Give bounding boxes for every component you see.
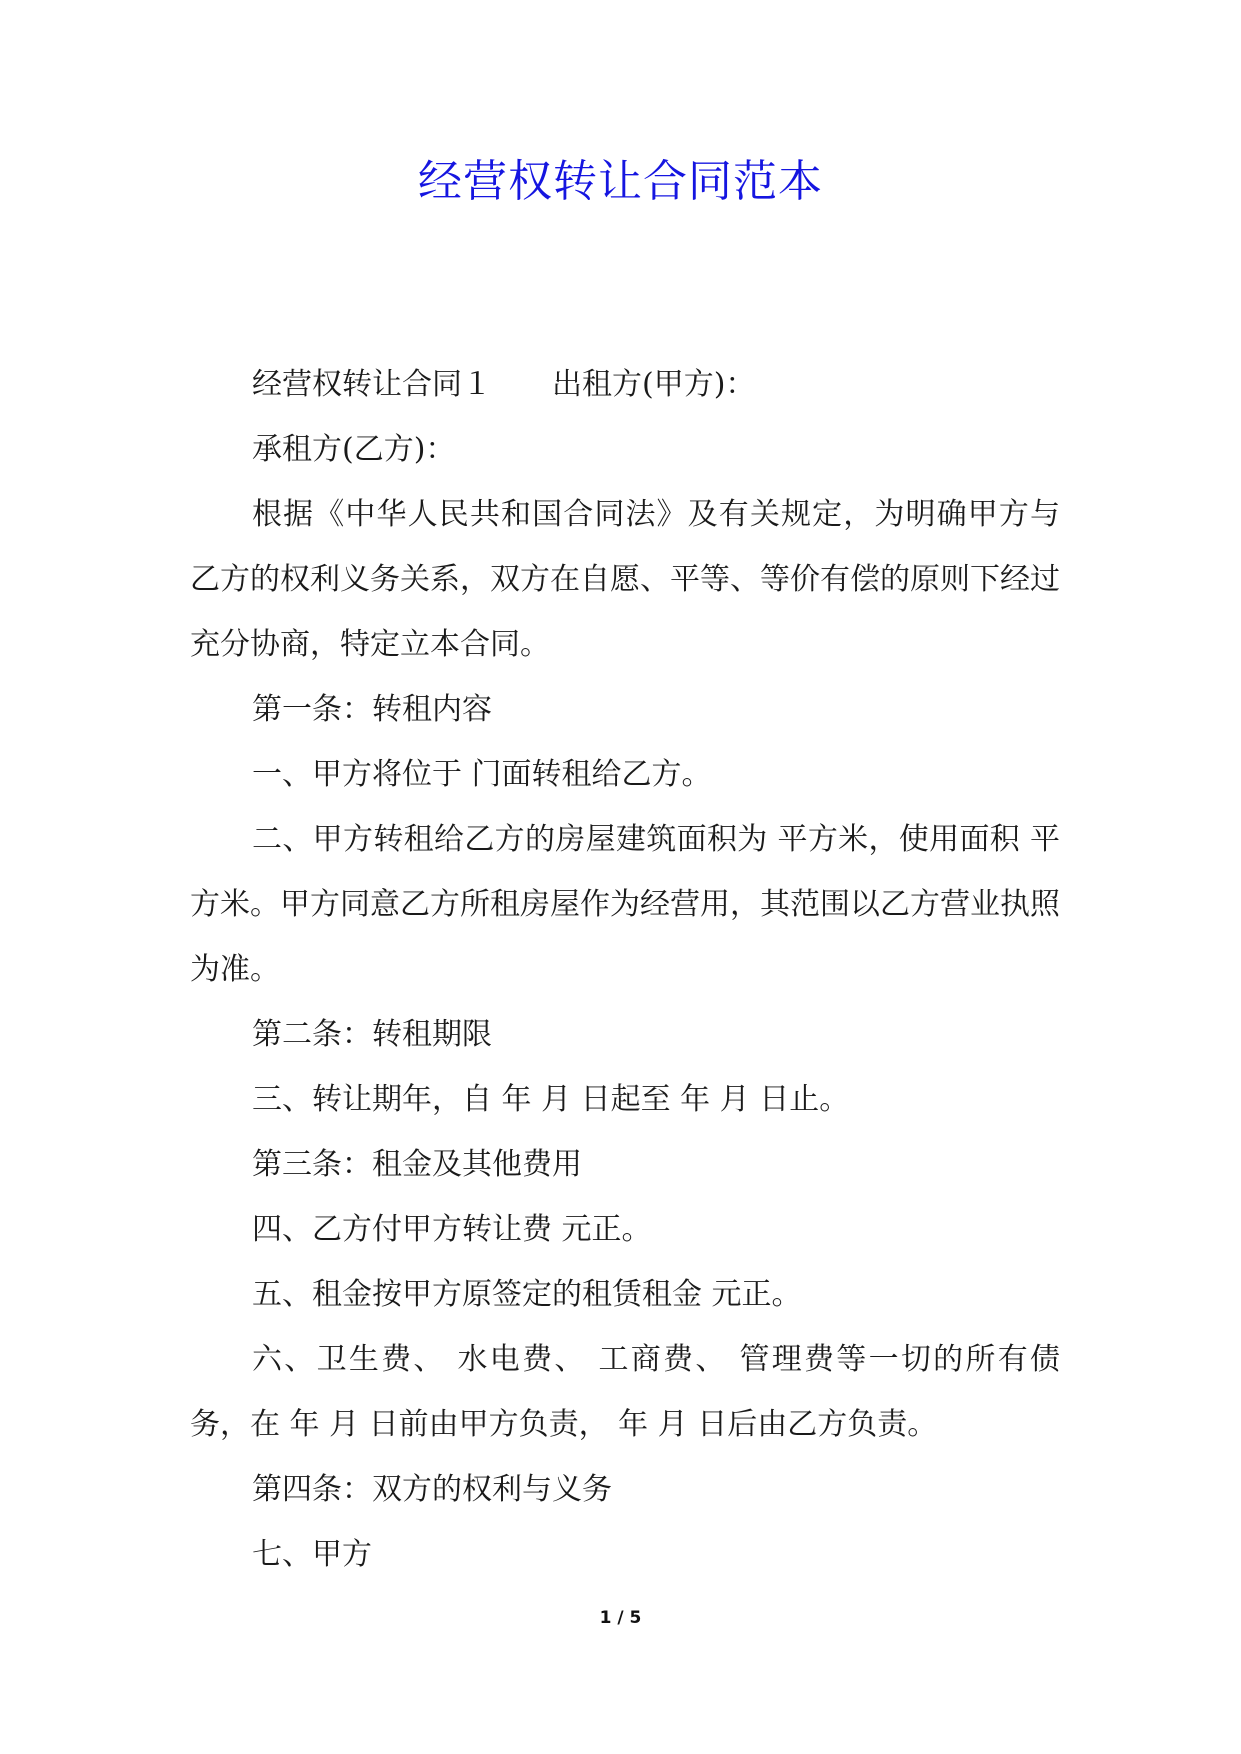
paragraph: 五、租金按甲方原签定的租赁租金 元正。	[252, 1277, 802, 1312]
document-body	[190, 352, 1060, 1587]
article-heading: 第二条：转租期限	[252, 1017, 492, 1052]
contract-header-line	[190, 352, 1060, 417]
document-title: 经营权转让合同范本	[418, 156, 823, 207]
article-heading: 第三条：租金及其他费用	[252, 1147, 582, 1182]
paragraph: 承租方(乙方)：	[252, 432, 456, 467]
lessor-label: 出租方(甲方)：	[552, 367, 756, 402]
contract-label: 经营权转让合同１	[252, 367, 492, 402]
paragraph: 四、乙方付甲方转让费 元正。	[252, 1212, 652, 1247]
article-heading: 第一条：转租内容	[252, 692, 492, 727]
page-number: 1 / 5	[599, 1608, 642, 1628]
paragraph: 根据《中华人民共和国合同法》及有关规定，为明确甲方与乙方的权利义务关系，双方在自愿、平等、等价有偿的原则下经过充分协商，特定立本合同。	[190, 497, 1060, 662]
article-heading: 第四条：双方的权利与义务	[252, 1472, 612, 1507]
paragraph: 七、甲方	[252, 1537, 372, 1572]
paragraph: 六、卫生费、 水电费、 工商费、 管理费等一切的所有债务，在 年 月 日前由甲方负责， 年 月 日后由乙方负责。	[190, 1342, 1060, 1442]
paragraph: 三、转让期年，自 年 月 日起至 年 月 日止。	[252, 1082, 850, 1117]
paragraph: 二、甲方转租给乙方的房屋建筑面积为 平方米，使用面积 平方米。甲方同意乙方所租房屋作为经营用，其范围以乙方营业执照为准。	[190, 822, 1060, 987]
paragraph: 一、甲方将位于 门面转租给乙方。	[252, 757, 712, 792]
